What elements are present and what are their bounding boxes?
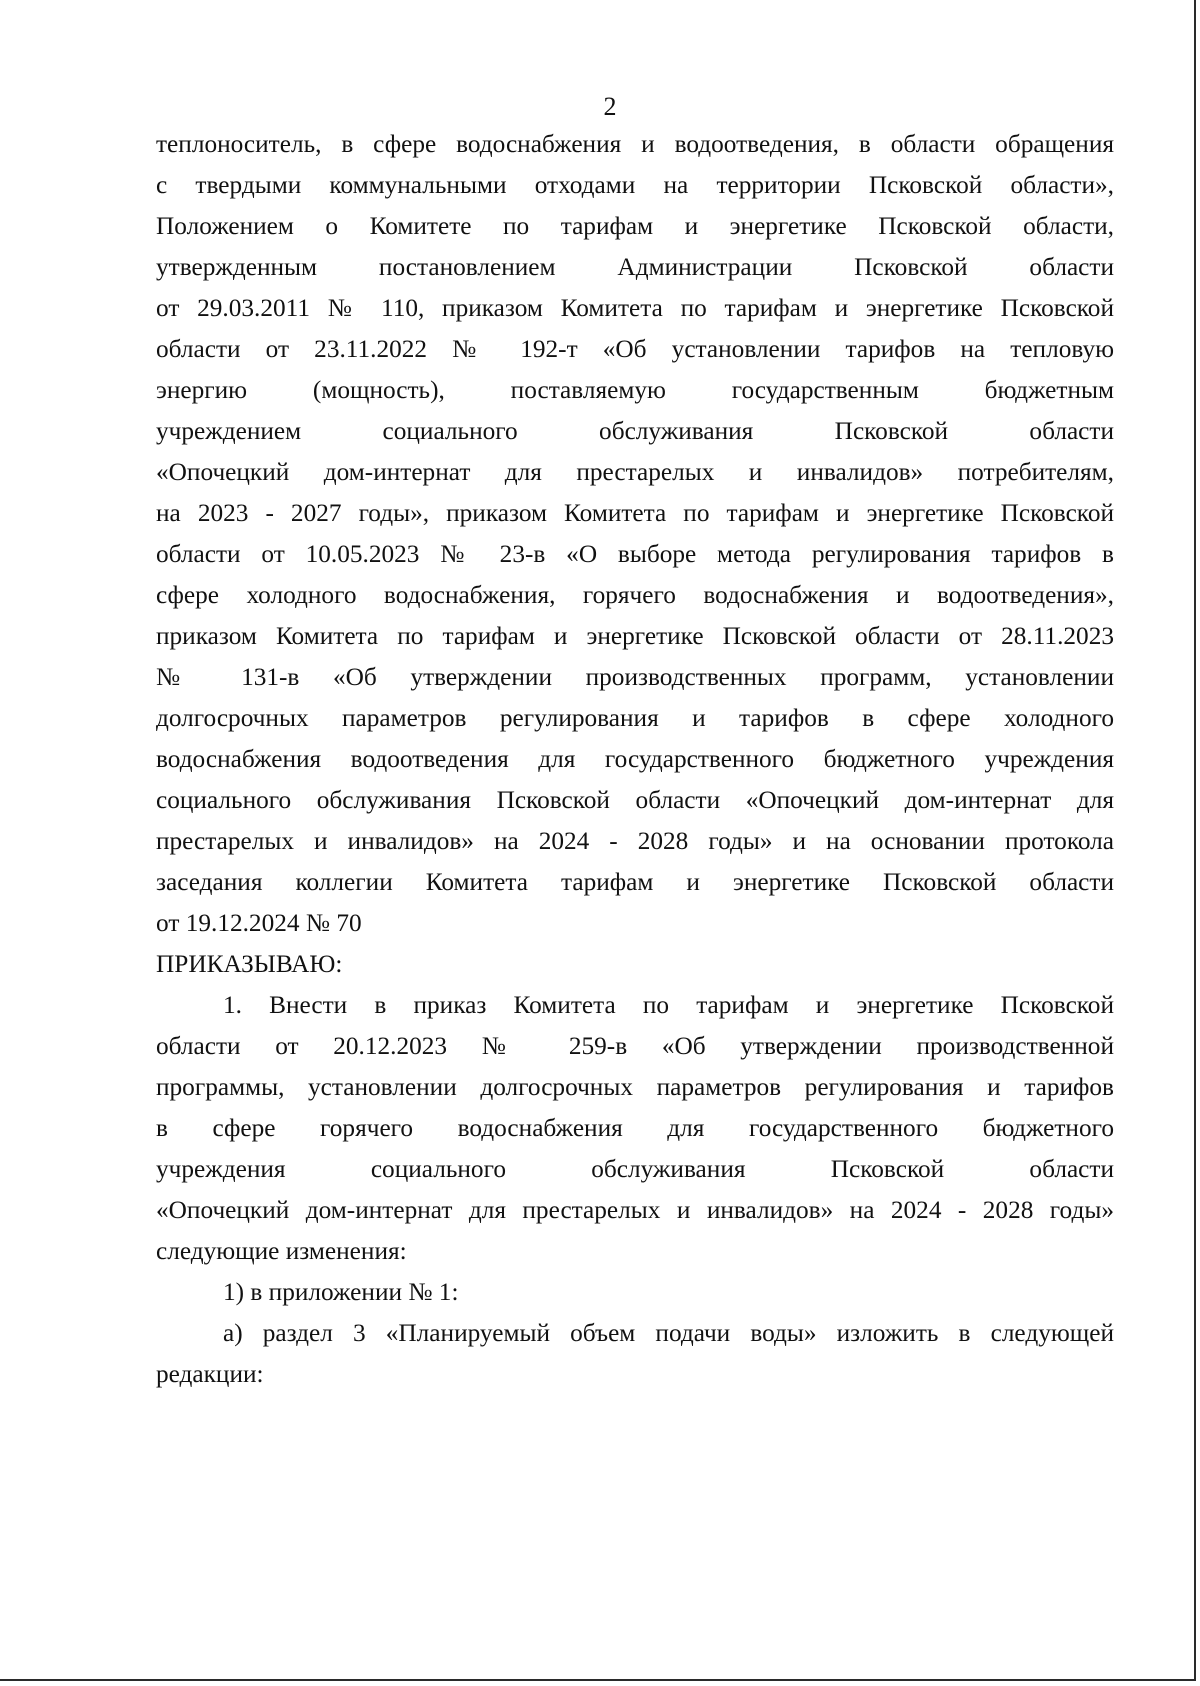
- text-line: 1. Внести в приказ Комитета по тарифам и энергетике Псковской: [223, 991, 1114, 1019]
- text-line: ПРИКАЗЫВАЮ:: [156, 950, 343, 978]
- text-line: редакции:: [156, 1360, 264, 1388]
- text-line: приказом Комитета по тарифам и энергетике Псковской области от 28.11.2023: [156, 622, 1114, 650]
- text-line: долгосрочных параметров регулирования и тарифов в сфере холодного: [156, 704, 1114, 732]
- text-line: теплоноситель, в сфере водоснабжения и водоотведения, в области обращения: [156, 130, 1114, 158]
- text-line: утвержденным постановлением Администрации Псковской области: [156, 253, 1114, 281]
- text-line: от 29.03.2011 № 110, приказом Комитета по тарифам и энергетике Псковской: [156, 294, 1114, 322]
- page-border-right: [1194, 0, 1196, 1680]
- page-border-bottom: [0, 1679, 1196, 1681]
- text-line: от 19.12.2024 № 70: [156, 909, 362, 937]
- text-line: № 131-в «Об утверждении производственных программ, установлении: [156, 663, 1114, 691]
- text-line: в сфере горячего водоснабжения для государственного бюджетного: [156, 1114, 1114, 1142]
- text-line: «Опочецкий дом-интернат для престарелых и инвалидов» на 2024 - 2028 годы»: [156, 1196, 1114, 1224]
- text-line: водоснабжения водоотведения для государственного бюджетного учреждения: [156, 745, 1114, 773]
- text-line: следующие изменения:: [156, 1237, 407, 1265]
- text-line: учреждения социального обслуживания Псковской области: [156, 1155, 1114, 1183]
- text-line: социального обслуживания Псковской области «Опочецкий дом-интернат для: [156, 786, 1114, 814]
- text-line: учреждением социального обслуживания Псковской области: [156, 417, 1114, 445]
- document-body: [156, 124, 1114, 1395]
- text-line: программы, установлении долгосрочных параметров регулирования и тарифов: [156, 1073, 1114, 1101]
- text-line: а) раздел 3 «Планируемый объем подачи воды» изложить в следующей: [223, 1319, 1114, 1347]
- text-line: области от 20.12.2023 № 259-в «Об утверждении производственной: [156, 1032, 1114, 1060]
- text-line: «Опочецкий дом-интернат для престарелых и инвалидов» потребителям,: [156, 458, 1114, 486]
- text-line: энергию (мощность), поставляемую государственным бюджетным: [156, 376, 1114, 404]
- text-line: на 2023 - 2027 годы», приказом Комитета по тарифам и энергетике Псковской: [156, 499, 1114, 527]
- page-number: 2: [603, 92, 617, 121]
- text-line: области от 23.11.2022 № 192-т «Об установлении тарифов на тепловую: [156, 335, 1114, 363]
- text-line: области от 10.05.2023 № 23-в «О выборе метода регулирования тарифов в: [156, 540, 1114, 568]
- text-line: Положением о Комитете по тарифам и энергетике Псковской области,: [156, 212, 1114, 240]
- text-line: с твердыми коммунальными отходами на территории Псковской области»,: [156, 171, 1114, 199]
- text-line: престарелых и инвалидов» на 2024 - 2028 годы» и на основании протокола: [156, 827, 1114, 855]
- text-line: 1) в приложении № 1:: [223, 1278, 459, 1306]
- text-line: сфере холодного водоснабжения, горячего водоснабжения и водоотведения»,: [156, 581, 1114, 609]
- text-line: заседания коллегии Комитета тарифам и энергетике Псковской области: [156, 868, 1114, 896]
